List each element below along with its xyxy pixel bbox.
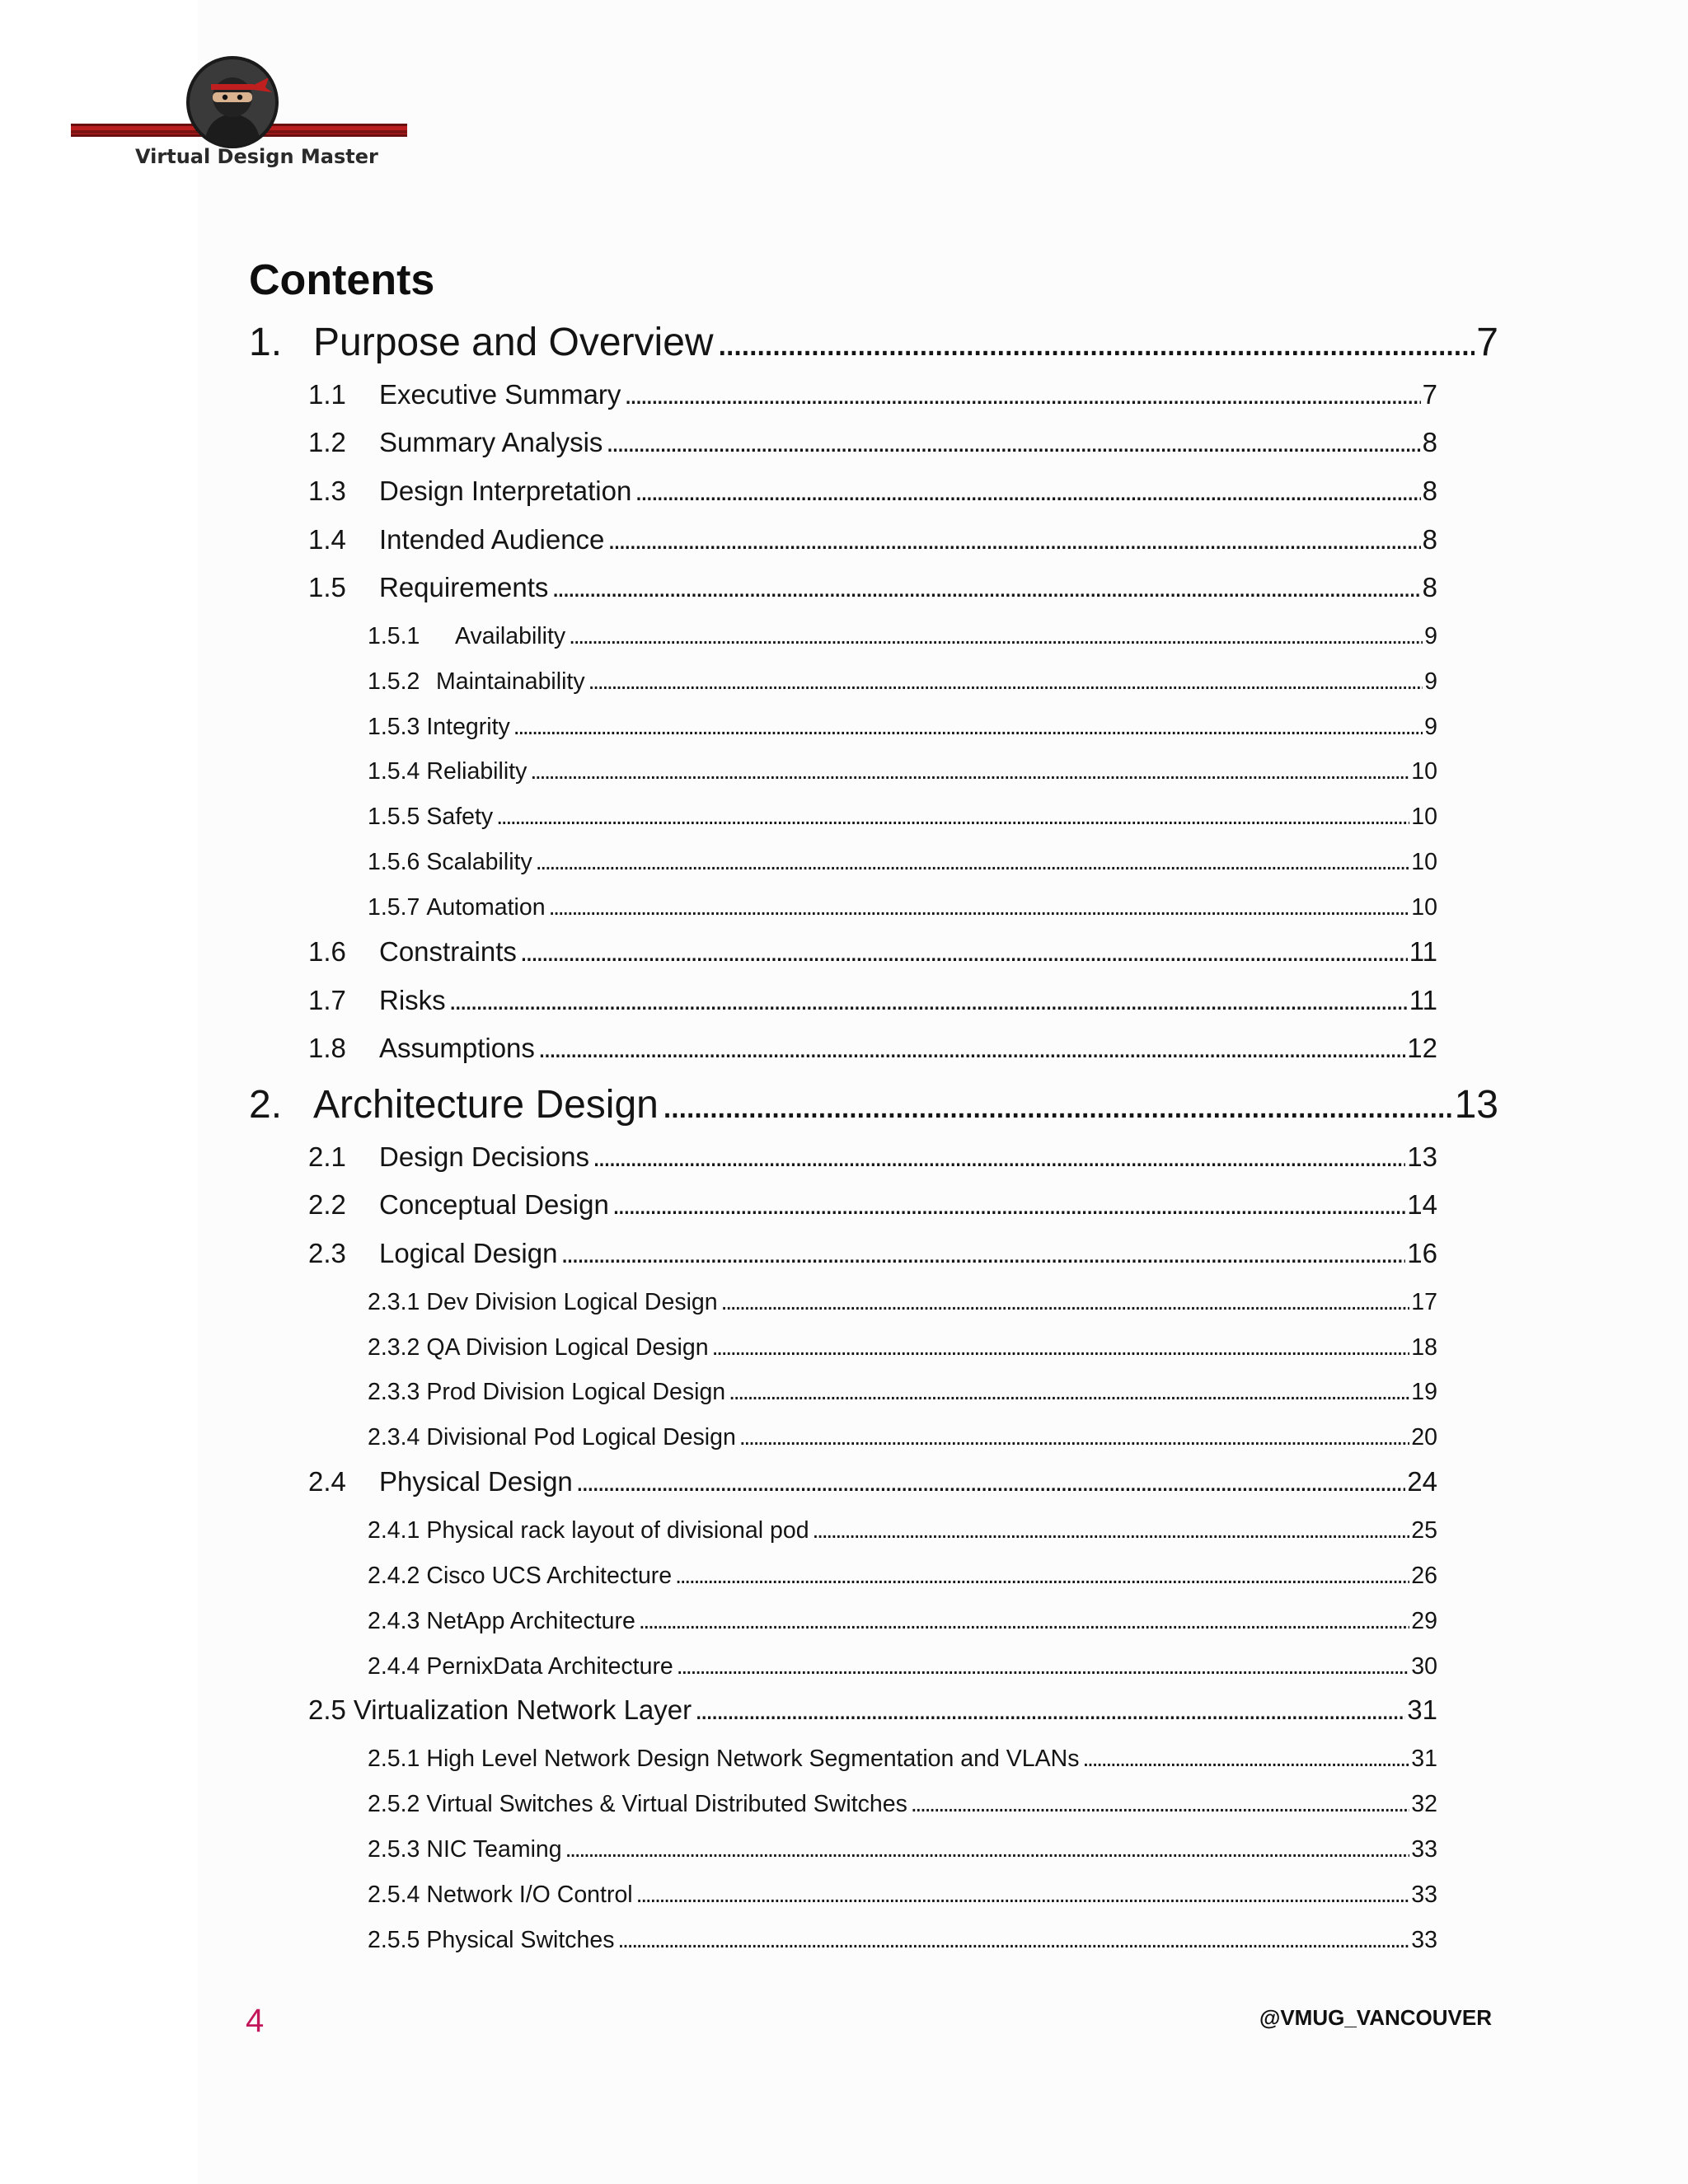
toc-entry-label: Architecture Design [313,1083,659,1127]
toc-entry-number: 2.5.5 [368,1927,420,1953]
dot-leader [612,1189,1405,1221]
toc-entry-number: 2.5.4 [368,1882,420,1908]
toc-entry-page: 33 [1411,1927,1437,1953]
logo [71,51,409,175]
toc-entry-page: 10 [1411,894,1437,921]
dot-leader [449,985,1408,1016]
toc-entry-label: Physical rack layout of divisional pod [426,1517,809,1544]
toc-entry-page: 30 [1411,1653,1437,1680]
toc-entry-1-5-7[interactable] [368,894,1437,930]
toc-entry-label: Network I/O Control [426,1882,633,1908]
dot-leader [536,849,1410,876]
toc-entry-label: NetApp Architecture [426,1608,635,1634]
toc-entry-number: 2.2 [308,1189,346,1220]
toc-entry-number: 2.3 [308,1238,346,1268]
toc-entry-label: Automation [426,894,546,921]
toc-entry-page: 8 [1422,524,1437,555]
toc-entry-label: Purpose and Overview [313,321,714,364]
toc-entry-label: Physical Switches [426,1927,615,1953]
toc-entry-label: Divisional Pod Logical Design [426,1424,736,1451]
toc-entry-section-1[interactable] [249,320,1498,373]
toc-entry-page: 11 [1409,936,1437,967]
dot-leader [739,1424,1409,1451]
toc-entry-number: 1. [249,321,283,364]
toc-entry-label: Availability [455,623,566,649]
toc-entry-2-5-2[interactable] [368,1791,1437,1827]
toc-entry-number: 1.5.3 [368,714,420,740]
dot-leader [593,1141,1405,1173]
toc-entry-1-1[interactable] [308,379,1437,420]
toc-entry-number: 1.5.7 [368,894,420,921]
dot-leader [721,1289,1410,1316]
toc-entry-2-1[interactable] [308,1141,1437,1183]
toc-entry-number: 1.5.5 [368,804,420,830]
toc-entry-1-5-5[interactable] [368,804,1437,840]
toc-entry-2-3-1[interactable] [368,1289,1437,1325]
logo-text: Virtual Design Master [135,145,378,168]
toc-entry-number: 1.5 [308,572,346,602]
toc-entry-page: 18 [1411,1334,1437,1361]
toc-entry-1-5-4[interactable] [368,758,1437,794]
dot-leader [729,1379,1409,1406]
dot-leader [635,476,1420,507]
toc-entry-page: 9 [1424,668,1437,695]
toc-entry-page: 33 [1411,1882,1437,1908]
dot-leader [588,668,1423,696]
dot-leader [662,1082,1453,1127]
toc-entry-number: 1.5.4 [368,758,420,785]
toc-entry-2-5-3[interactable] [368,1836,1437,1872]
toc-entry-1-8[interactable] [308,1033,1437,1074]
ninja-avatar-icon [186,56,279,148]
toc-entry-page: 25 [1411,1517,1437,1544]
toc-entry-number: 2.5 [308,1694,346,1725]
toc-entry-2-4-2[interactable] [368,1563,1437,1599]
toc-entry-page: 32 [1411,1791,1437,1817]
toc-entry-2-5-1[interactable] [368,1746,1437,1782]
toc-entry-page: 10 [1411,804,1437,830]
toc-entry-1-5-1[interactable] [368,623,1437,659]
toc-entry-number: 2.3.2 [368,1334,420,1361]
toc-entry-label: Conceptual Design [379,1189,609,1220]
toc-entry-number: 2.5.2 [368,1791,420,1817]
toc-entry-page: 26 [1411,1563,1437,1589]
toc-entry-number: 1.2 [308,427,346,457]
toc-entry-label: Maintainability [436,668,585,695]
toc-entry-number: 2.3.1 [368,1289,420,1315]
toc-entry-section-2[interactable] [249,1082,1498,1135]
dot-leader [569,623,1423,650]
toc-entry-number: 1.1 [308,379,346,410]
dot-leader [513,714,1423,741]
toc-entry-label: Virtual Switches & Virtual Distributed Switches [426,1791,907,1817]
toc-entry-2-3-3[interactable] [368,1379,1437,1415]
dot-leader [695,1694,1405,1726]
toc-entry-page: 8 [1422,572,1437,602]
toc-entry-label: Design Interpretation [379,476,632,506]
toc-entry-number: 2.4.4 [368,1653,420,1680]
toc-entry-number: 2.5.1 [368,1746,420,1772]
toc-entry-page: 13 [1454,1083,1498,1127]
toc-entry-page: 10 [1411,849,1437,875]
toc-entry-page: 33 [1411,1836,1437,1863]
toc-entry-label: Requirements [379,572,549,602]
toc-entry-label: Design Decisions [379,1141,589,1172]
toc-entry-page: 20 [1411,1424,1437,1451]
toc-entry-number: 2.1 [308,1141,346,1172]
toc-entry-1-3[interactable] [308,476,1437,517]
toc-entry-1-7[interactable] [308,985,1437,1026]
toc-entry-number: 1.5.1 [368,623,420,649]
toc-entry-page: 9 [1424,714,1437,740]
toc-entry-page: 10 [1411,758,1437,785]
toc-entry-2-4[interactable] [308,1466,1437,1507]
toc-entry-page: 24 [1407,1466,1437,1497]
toc-entry-page: 14 [1407,1189,1437,1220]
toc-entry-label: Cisco UCS Architecture [426,1563,673,1589]
dot-leader [549,894,1410,921]
toc-entry-label: NIC Teaming [426,1836,562,1863]
toc-entry-page: 13 [1407,1141,1437,1172]
dot-leader [813,1517,1410,1544]
toc-entry-page: 31 [1407,1694,1437,1725]
dot-leader [675,1563,1409,1590]
toc-entry-label: Prod Division Logical Design [426,1379,726,1405]
page-number: 4 [246,2003,265,2039]
toc-entry-label: Intended Audience [379,524,605,555]
toc-entry-label: Risks [379,985,446,1015]
dot-leader [911,1791,1409,1818]
toc-entry-label: Constraints [379,936,517,967]
toc-entry-number: 1.6 [308,936,346,967]
dot-leader [606,427,1420,458]
toc-entry-1-2[interactable] [308,427,1437,468]
toc-entry-page: 8 [1422,476,1437,506]
toc-entry-number: 2.4.3 [368,1608,420,1634]
toc-entry-number: 2.3.4 [368,1424,420,1451]
toc-entry-2-2[interactable] [308,1189,1437,1230]
toc-entry-2-5-5[interactable] [368,1927,1437,1963]
toc-entry-2-4-4[interactable] [368,1653,1437,1690]
toc-entry-label: Integrity [426,714,510,740]
toc-entry-number: 2.4.1 [368,1517,420,1544]
toc-entry-label: Reliability [426,758,528,785]
toc-entry-label: Virtualization Network Layer [353,1694,692,1725]
toc-entry-2-4-3[interactable] [368,1608,1437,1644]
dot-leader [717,320,1475,365]
toc-entry-1-5-6[interactable] [368,849,1437,885]
toc-entry-label: High Level Network Design Network Segmentation and VLANs [426,1746,1080,1772]
dot-leader [607,524,1420,555]
toc-entry-1-6[interactable] [308,936,1437,977]
toc-entry-page: 9 [1424,623,1437,649]
toc-entry-1-5-3[interactable] [368,714,1437,750]
toc-entry-page: 16 [1407,1238,1437,1268]
toc-entry-page: 11 [1409,985,1437,1015]
toc-entry-label: Executive Summary [379,379,621,410]
toc-entry-number: 2.5.3 [368,1836,420,1863]
dot-leader [639,1608,1409,1635]
toc-entry-label: Dev Division Logical Design [426,1289,718,1315]
toc-entry-number: 1.5.2 [368,668,420,695]
toc-entry-2-4-1[interactable] [368,1517,1437,1554]
dot-leader [560,1238,1405,1269]
dot-leader [496,804,1409,831]
toc-entry-number: 1.7 [308,985,346,1015]
dot-leader [677,1653,1410,1680]
dot-leader [712,1334,1410,1361]
toc-entry-number: 1.4 [308,524,346,555]
dot-leader [520,936,1408,968]
toc-entry-page: 29 [1411,1608,1437,1634]
toc-entry-number: 1.3 [308,476,346,506]
toc-entry-label: Logical Design [379,1238,558,1268]
toc-entry-2-5[interactable] [308,1694,1437,1736]
toc-entry-2-3[interactable] [308,1238,1437,1279]
dot-leader [530,758,1409,785]
toc-entry-page: 31 [1411,1746,1437,1772]
toc-entry-1-4[interactable] [308,524,1437,565]
toc-entry-number: 2.4 [308,1466,346,1497]
dot-leader [565,1836,1410,1863]
toc-entry-page: 17 [1411,1289,1437,1315]
toc-entry-label: PernixData Architecture [426,1653,673,1680]
toc-entry-page: 19 [1411,1379,1437,1405]
toc-entry-page: 12 [1407,1033,1437,1063]
toc-entry-label: Physical Design [379,1466,573,1497]
toc-entry-number: 1.5.6 [368,849,420,875]
toc-entry-1-5[interactable] [308,572,1437,613]
toc-entry-2-3-4[interactable] [368,1424,1437,1460]
toc-entry-label: Summary Analysis [379,427,603,457]
toc-title: Contents [249,256,435,304]
dot-leader [576,1466,1406,1497]
toc-entry-label: QA Division Logical Design [426,1334,709,1361]
toc-entry-page: 8 [1422,427,1437,457]
dot-leader [636,1882,1410,1909]
toc-entry-page: 7 [1422,379,1437,410]
dot-leader [624,379,1420,410]
toc-entry-number: 2. [249,1083,283,1127]
toc-entry-number: 1.8 [308,1033,346,1063]
toc-entry-1-5-2[interactable] [368,668,1437,705]
toc-entry-2-5-4[interactable] [368,1882,1437,1918]
toc-entry-label: Safety [426,804,494,830]
footer-handle: @VMUG_VANCOUVER [1259,2005,1492,2030]
toc-entry-number: 2.3.3 [368,1379,420,1405]
dot-leader [1082,1746,1409,1773]
toc-entry-label: Assumptions [379,1033,535,1063]
toc-entry-page: 7 [1476,321,1498,364]
toc-entry-label: Scalability [426,849,532,875]
toc-entry-2-3-2[interactable] [368,1334,1437,1371]
dot-leader [551,572,1420,603]
dot-leader [538,1033,1405,1064]
toc-entry-number: 2.4.2 [368,1563,420,1589]
dot-leader [617,1927,1409,1954]
